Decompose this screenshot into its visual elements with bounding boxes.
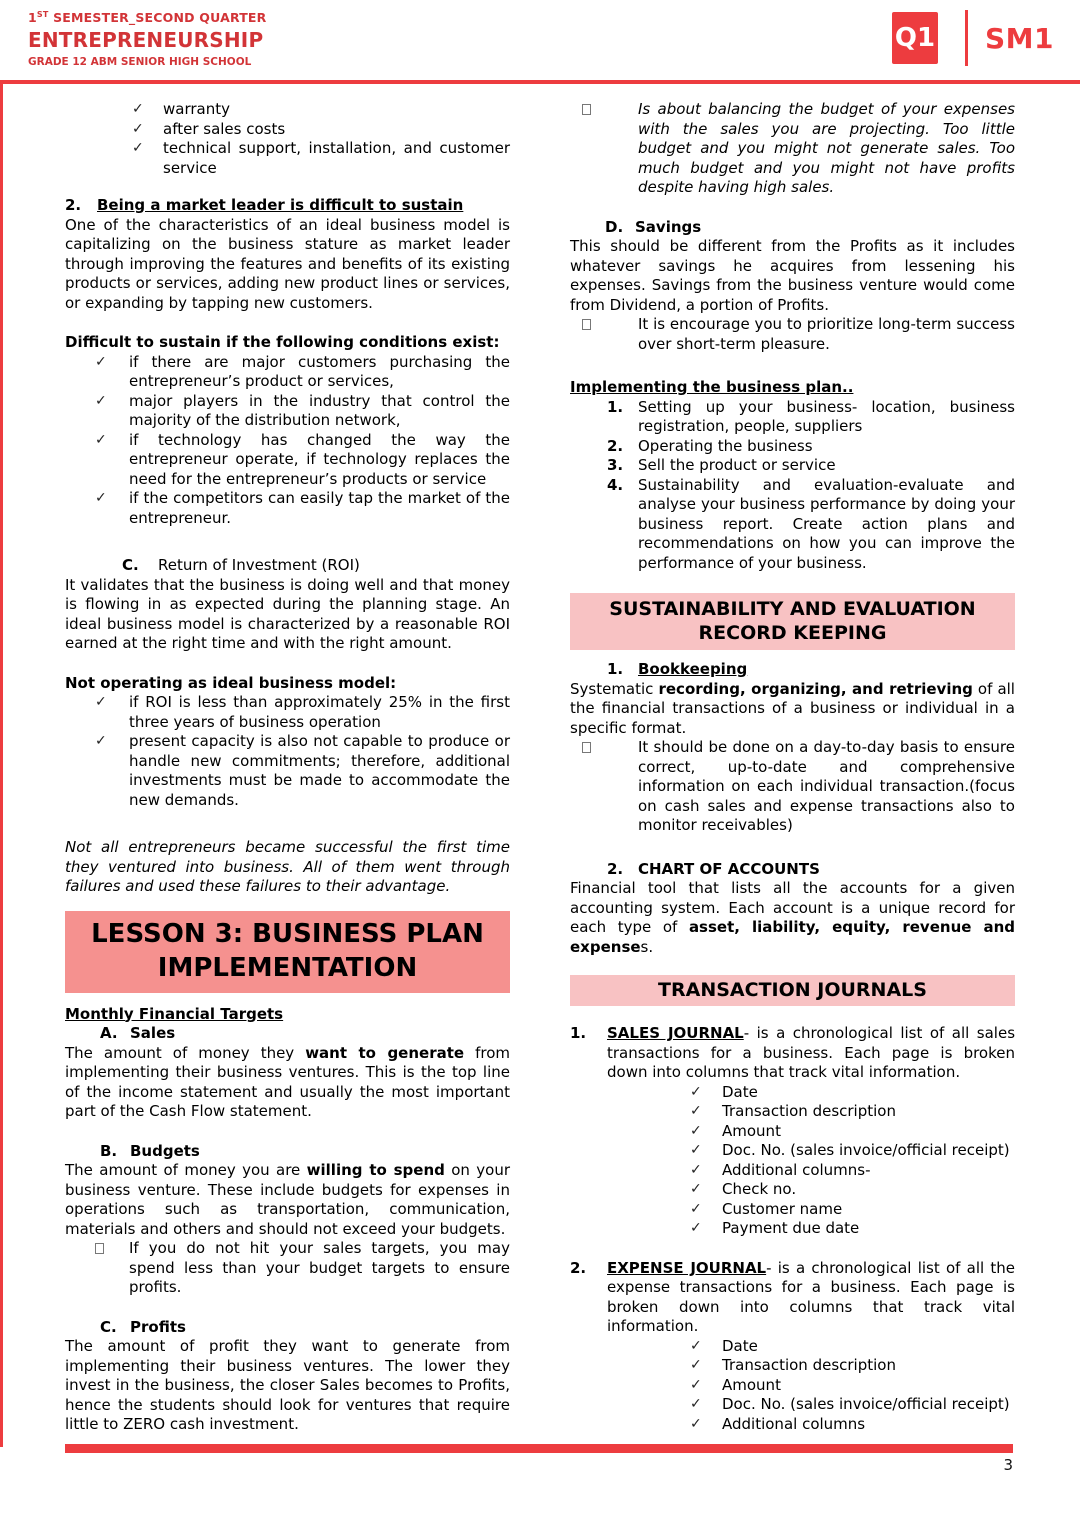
lettered-heading-title: Profits <box>130 1317 186 1336</box>
semester-line <box>28 10 267 25</box>
list-item-text: if the competitors can easily tap the market of the entrepreneur. <box>129 489 510 527</box>
check-icon: ✓ <box>690 1083 702 1100</box>
item-number: 1. <box>607 660 624 678</box>
numbered-heading-title: Bookkeeping <box>638 660 748 678</box>
item-number: 2. <box>607 436 624 455</box>
header-vertical-divider <box>965 10 968 66</box>
bullet-marker <box>95 1239 129 1260</box>
item-number: 1. <box>570 1024 587 1042</box>
paragraph-segment: Systematic <box>570 679 659 698</box>
square-bullet-icon <box>95 1243 104 1254</box>
list-item <box>582 100 1015 198</box>
check-icon: ✓ <box>690 1200 702 1217</box>
paragraph-segment: on your business venture. These include budgets for expenses in operations such as transportation, communication, materials and others and should not exceed your budgets. <box>65 1161 511 1238</box>
semester-rest: SEMESTER_SECOND QUARTER <box>48 10 267 26</box>
numbered-item <box>607 476 1015 574</box>
list-item <box>690 1376 1015 1396</box>
list-item <box>132 120 510 140</box>
numbered-item-text: Operating the business <box>638 436 813 455</box>
course-title: ENTREPRENEURSHIP <box>28 28 264 53</box>
list-item-text: Is about balancing the budget of your expenses with the sales you are projecting. Too little budget and you might not generate sales. Too much budget and you might not have profits despite having high sales. <box>638 100 1015 196</box>
numbered-item <box>607 398 1015 437</box>
list-item <box>690 1356 1015 1376</box>
content-columns <box>65 100 1015 1435</box>
footer-rule <box>65 1444 1013 1453</box>
sustainability-title-line1: SUSTAINABILITY AND EVALUATION <box>609 598 976 620</box>
left-margin-rule <box>0 84 3 1447</box>
list-item-text: It is encourage you to prioritize long-term success over short-term pleasure. <box>638 315 1015 353</box>
subheading: Monthly Financial Targets <box>65 1004 284 1023</box>
check-icon: ✓ <box>132 120 144 137</box>
lettered-heading <box>100 1318 510 1338</box>
check-icon: ✓ <box>690 1357 702 1373</box>
check-icon: ✓ <box>690 1376 702 1393</box>
list-item <box>95 1239 510 1298</box>
list-item-text: Amount <box>722 1121 781 1140</box>
list-item-text: major players in the industry that control the majority of the distribution network, <box>129 391 510 429</box>
list-item <box>132 139 510 178</box>
lesson-title-box <box>65 911 510 993</box>
paragraph-bold-segment: willing to spend <box>306 1161 445 1179</box>
subheading: Implementing the business plan.. <box>570 378 854 396</box>
list-item <box>690 1141 1015 1161</box>
check-icon: ✓ <box>132 140 144 156</box>
numbered-heading <box>607 860 1015 880</box>
list-item-text: If you do not hit your sales targets, you may spend less than your budget targets to ensure profits. <box>129 1239 510 1296</box>
list-item-text: Doc. No. (sales invoice/official receipt) <box>722 1141 1010 1159</box>
list-item-text: warranty <box>163 100 230 118</box>
list-item-text: Transaction description <box>722 1102 896 1120</box>
semester-superscript: ST <box>36 10 49 19</box>
numbered-item-text: Setting up your business- location, business registration, people, suppliers <box>638 397 1015 435</box>
sustainability-title-line2: RECORD KEEPING <box>698 622 887 644</box>
check-icon: ✓ <box>95 431 107 448</box>
italic-note: Not all entrepreneurs became successful the first time they ventured into business. All of them went through failures and used these failures to their advantage. <box>65 838 510 895</box>
list-item <box>690 1122 1015 1142</box>
check-icon: ✓ <box>95 392 107 409</box>
journal-desc: - is a chronological list of all sales transactions for a business. Each page is broken down into columns that track vital information. <box>607 1024 1016 1081</box>
lettered-heading <box>100 1142 510 1162</box>
paragraph-bold-segment: asset, liability, equity, revenue and expense <box>570 918 1016 956</box>
list-item-text: if there are major customers purchasing the entrepreneur’s product or services, <box>129 352 510 390</box>
check-icon: ✓ <box>690 1103 702 1119</box>
paragraph: The amount of profit they want to generate from implementing their business ventures. The lower they invest in the business, the closer Sales becomes to Profits, hence the students should look for ventures that require little to ZERO cash investment. <box>65 1337 510 1433</box>
check-icon: ✓ <box>690 1415 702 1432</box>
list-item <box>690 1102 1015 1122</box>
list-item-text: Doc. No. (sales invoice/official receipt) <box>722 1395 1010 1413</box>
check-icon: ✓ <box>95 694 107 710</box>
grade-subtitle: GRADE 12 ABM SENIOR HIGH SCHOOL <box>28 56 252 69</box>
list-item <box>690 1200 1015 1220</box>
header-text-block <box>28 10 267 68</box>
lesson-title-line1: LESSON 3: BUSINESS PLAN <box>91 918 484 949</box>
numbered-heading <box>607 660 1015 680</box>
list-item-text: Date <box>722 1082 758 1101</box>
item-number: 2. <box>570 1258 587 1277</box>
module-code: SM1 <box>984 21 1054 55</box>
list-item <box>582 738 1015 836</box>
letter-label: A. <box>100 1024 118 1042</box>
list-item-text: It should be done on a day-to-day basis to ensure correct, up-to-date and comprehensive information on each individual transaction.(focus on cash sales and expense transactions also to monitor receivables) <box>638 738 1015 834</box>
left-column <box>65 100 510 1435</box>
list-item-text: Payment due date <box>722 1219 860 1237</box>
list-item-text: Additional columns- <box>722 1160 871 1179</box>
check-icon: ✓ <box>132 101 144 117</box>
journal-desc: - is a chronological list of all the expense transactions for a business. Each page is broken down into columns that track vital information. <box>607 1258 1015 1335</box>
check-icon: ✓ <box>690 1337 702 1354</box>
check-icon: ✓ <box>690 1396 702 1412</box>
numbered-item-text <box>607 1024 1015 1083</box>
square-bullet-icon <box>582 104 591 115</box>
list-item <box>95 431 510 490</box>
numbered-item-text: Sustainability and evaluation-evaluate and analyse your business performance by doing your business report. Create action plans and recommendations on how you can improve the performance of your business. <box>638 475 1015 572</box>
list-item-text: Additional columns <box>722 1414 866 1433</box>
list-item <box>132 100 510 120</box>
paragraph-bold-segment: want to generate <box>305 1043 465 1062</box>
list-item-text: Check no. <box>722 1180 797 1198</box>
square-bullet-icon <box>582 319 591 330</box>
list-item-text: Transaction description <box>722 1356 896 1374</box>
item-number: 3. <box>607 456 624 474</box>
numbered-item <box>607 456 1015 476</box>
paragraph-segment: s. <box>640 937 654 956</box>
item-number: 1. <box>607 397 624 416</box>
paragraph <box>65 1044 510 1122</box>
list-item <box>95 392 510 431</box>
section-heading <box>65 196 510 216</box>
header-badges <box>892 10 1054 66</box>
paragraph <box>570 680 1015 739</box>
list-item-text: if technology has changed the way the entrepreneur operate, if technology replaces the need for the entrepreneur’s products or service <box>129 430 510 488</box>
paragraph <box>65 1161 510 1239</box>
subheading: Difficult to sustain if the following conditions exist: <box>65 333 500 351</box>
lettered-heading <box>100 1024 510 1044</box>
transaction-journals-title-box: TRANSACTION JOURNALS <box>570 975 1015 1006</box>
list-item-text: after sales costs <box>163 119 286 138</box>
check-icon: ✓ <box>690 1220 702 1236</box>
list-item <box>690 1395 1015 1415</box>
list-item-text: present capacity is also not capable to produce or handle new commitments; therefore, additional investments must be made to accommodate the new demands. <box>129 732 510 809</box>
list-item <box>95 693 510 732</box>
check-icon: ✓ <box>690 1181 702 1197</box>
right-column <box>570 100 1015 1435</box>
check-icon: ✓ <box>690 1122 702 1139</box>
numbered-item <box>570 1259 1015 1337</box>
list-item-text: Date <box>722 1336 758 1355</box>
paragraph: It validates that the business is doing well and that money is flowing in as expected during the planning stage. An ideal business model is characterized by a reasonable ROI earned at the right time and with the right amount. <box>65 575 510 652</box>
page-header <box>0 0 1080 80</box>
list-item-text: technical support, installation, and customer service <box>163 139 510 177</box>
list-item-text: Customer name <box>722 1199 843 1218</box>
paragraph-segment: The amount of money you are <box>65 1161 307 1179</box>
paragraph: This should be different from the Profits as it includes whatever savings he acquires from lessening his expenses. Savings from the business venture would come from Dividend, a portion of Profits. <box>570 237 1015 314</box>
list-item <box>582 315 1015 354</box>
subheading: Not operating as ideal business model: <box>65 673 397 692</box>
paragraph-segment: Financial tool that lists all the accounts for a given accounting system. Each account is a unique record for each type of <box>570 879 1015 936</box>
lettered-heading-title: Savings <box>635 217 702 236</box>
paragraph-bold-segment: recording, organizing, and retrieving <box>658 679 973 698</box>
check-icon: ✓ <box>690 1142 702 1158</box>
journal-title: SALES JOURNAL <box>607 1024 744 1042</box>
letter-label: C. <box>122 556 139 574</box>
paragraph-segment: of all the financial transactions of a business or individual in a specific format. <box>570 679 1015 737</box>
paragraph: One of the characteristics of an ideal business model is capitalizing on the business stature as market leader through improving the features and benefits of its existing products or services, adding new product lines or services, or expanding by tapping new customers. <box>65 215 510 312</box>
bullet-marker <box>582 738 638 759</box>
lettered-heading-title: Budgets <box>130 1141 200 1160</box>
check-icon: ✓ <box>690 1161 702 1178</box>
lettered-heading-title: Return of Investment (ROI) <box>158 556 360 574</box>
list-item <box>690 1161 1015 1181</box>
list-item <box>95 489 510 528</box>
list-item <box>690 1180 1015 1200</box>
square-bullet-icon <box>582 742 591 753</box>
lettered-heading <box>605 218 1015 238</box>
quarter-badge: Q1 <box>892 12 938 64</box>
sustainability-title-box <box>570 593 1015 650</box>
item-number: 2. <box>607 859 624 878</box>
lesson-title-line2: IMPLEMENTATION <box>157 952 418 983</box>
header-rule <box>0 80 1080 84</box>
numbered-heading-title: CHART OF ACCOUNTS <box>638 859 820 878</box>
bullet-marker <box>582 100 638 121</box>
check-icon: ✓ <box>95 733 107 749</box>
list-item <box>690 1083 1015 1103</box>
list-item <box>95 353 510 392</box>
section-number: 2. <box>65 196 82 214</box>
letter-label: D. <box>605 217 624 236</box>
list-item <box>690 1415 1015 1435</box>
letter-label: B. <box>100 1141 118 1160</box>
numbered-item <box>607 437 1015 457</box>
bullet-marker <box>582 315 638 336</box>
letter-label: C. <box>100 1317 117 1336</box>
paragraph <box>570 879 1015 957</box>
semester-prefix: 1 <box>28 10 37 26</box>
list-item <box>690 1337 1015 1357</box>
journal-title: EXPENSE JOURNAL <box>607 1258 767 1277</box>
numbered-item <box>570 1024 1015 1083</box>
check-icon: ✓ <box>95 353 107 370</box>
section-title: Being a market leader is difficult to sustain <box>97 196 464 214</box>
check-icon: ✓ <box>95 490 107 506</box>
lettered-heading-title: Sales <box>130 1024 176 1042</box>
page-number: 3 <box>1003 1456 1013 1474</box>
numbered-item-text: Sell the product or service <box>638 456 836 474</box>
paragraph-segment: The amount of money they <box>65 1043 306 1062</box>
numbered-item-text <box>607 1259 1015 1337</box>
list-item <box>95 732 510 810</box>
item-number: 4. <box>607 475 624 494</box>
list-item-text: Amount <box>722 1375 781 1394</box>
paragraph-segment: from implementing their business ventures. This is the top line of the income statement and usually the most important part of the Cash Flow statement. <box>65 1043 510 1120</box>
list-item <box>690 1219 1015 1239</box>
lettered-heading <box>122 556 510 576</box>
list-item-text: if ROI is less than approximately 25% in the first three years of business operation <box>129 693 510 731</box>
